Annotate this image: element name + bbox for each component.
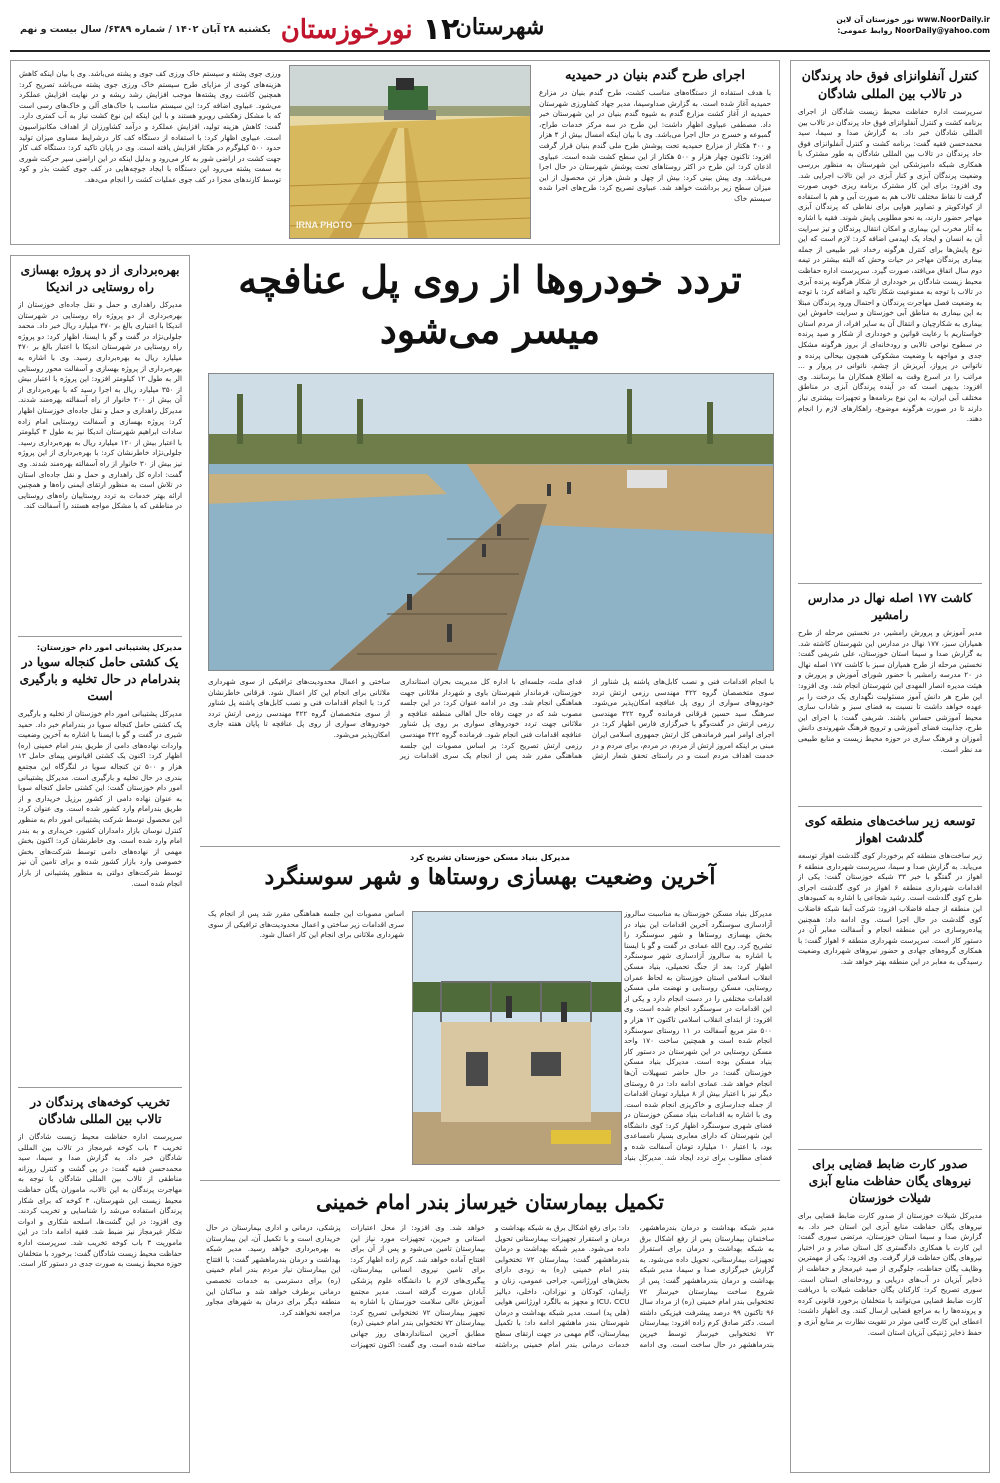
issue-date: یکشنبه ۲۸ آبان ۱۴۰۲ / شماره ۶۳۸۹/ سال بیست و نهم <box>20 24 271 35</box>
newspaper-logo: نورخوزستان <box>280 14 413 45</box>
bridge-image <box>208 374 773 671</box>
road-article-body: مدیرکل راهداری و حمل و نقل جاده‌ای خوزستان از بهره‌برداری از دو پروژه راه روستایی در شهرستان اندیکا با اعتباری بالغ بر ۴۷۰ میلیارد ریال خبر داد. محمد جلولی‌نژاد در گفت و گو با ایسنا، اظهار کرد: دو پروژه راه روستایی در شهرستان اندیکا با اعتبار بالغ بر ۴۷۰ میلیارد ریال به بهره‌برداری رسید. وی با اشاره به بهره‌برداری از پروژه بهسازی و آسفالت محور روستایی الر به طول ۱۲ کیلومتر افزود: این پروژه با اعتبار بیش از ۳۵۰ میلیارد ریال به اجرا رسید که با بهره‌برداری از آن بیش از ۲۰۰ خانوار از راه آسفالته بهره‌مند شدند. مدیرکل راهداری و حمل و نقل جاده‌ای خوزستان اظهار کرد: پروژه بهسازی و آسفالت روستایی امام زاده سادات ابراهیم شهرستان اندیکا نیز به طول ۳ کیلومتر با اعتبار بیش از ۱۲۰ میلیارد ریال به بهره‌برداری رسید. جلولی‌نژاد خاطرنشان کرد: با بهره‌برداری از این پروژه نیز بیش از ۳۰ خانوار از راه آسفالته بهره‌مند شدند. وی گفت: اداره کل راهداری و حمل و نقل جاده‌ای استان در تلاش است به منظور ارتقای ایمنی راه‌ها و همچنین ارائه بهتر خدمات به تردد روستاییان راه‌های روستایی در مناطقی که با مشکل مواجه هستند را آسفالت کند. <box>18 300 182 511</box>
bridge-article-body: با انجام اقدامات فنی و نصب کابل‌های پاشنه پل شناور از سوی متخصصان گروه ۴۲۲ مهندسی رزمی ارتش تردد خودروهای سواری از روی پل عنافچه امکان‌پذیر می‌شود. سرهنگ سید حسین قرقانی فرمانده گروه ۴۲۲ مهندسی رزمی ارتش در گفت‌وگو با خبرگزاری فارس اظهار کرد: در اجرای اوامر امیر فرماندهی کل ارتش جمهوری اسلامی ایران مبنی بر اینکه امروز ارتش از مردم، در مردم، برای مردم و در خدمت اهداف مردم است و در راستای تحقق شعار ارتش فدای ملت، جلسه‌ای با اداره کل مدیریت بحران استانداری خوزستان، فرماندار شهرستان باوی و شهردار ملاثانی جهت هماهنگی انجام شد. وی در ادامه عنوان کرد: در این جلسه مصوب شد که در جهت رفاه حال اهالی منطقه عنافچه و ملاثانی جهت تردد خودروهای سواری بر روی پل شناور عنافچه اقدامات فنی انجام شود. فرمانده گروه ۴۲۲ مهندسی رزمی ارتش تصریح کرد: بر اساس مصوبات این جلسه هماهنگی مقرر شد پس از انجام یک سری اقدامات زیر ساختی و اعمال محدودیت‌های ترافیکی از سوی شهرداری ملاثانی برای انجام این کار اعمال شود. قرقانی خاطرنشان کرد: با انجام اقدامات فنی و نصب کابل‌های پاشنه پل شناور از سوی متخصصان گروه ۴۲۲ مهندسی رزمی ارتش تردد خودروهای سواری از روی پل عنافچه تا پایان هفته جاری امکان‌پذیر می‌شود. <box>208 677 774 761</box>
housing-article-kicker: مدیرکل بنیاد مسکن خوزستان تشریح کرد <box>410 853 570 862</box>
divider <box>18 1087 182 1088</box>
kokheh-article-title: تخریب کوخه‌های پرندگان در تالاب بین المللی شادگان <box>30 1095 170 1126</box>
wheat-field-photo <box>289 65 531 239</box>
bridge-article-text <box>208 677 774 827</box>
wheat-article-body-continued: ورزی جوی پشته و سیستم خاک ورزی کف جوی و پشته می‌باشد. وی با بیان اینکه کاهش هزینه‌های کودی از مزایای طرح سیستم خاک ورزی جوی پشته می‌باشد تصریح کرد: همچنین کاشت روی پشته‌ها موجب افزایش رشد ریشه و در نهایت افزایش عملکرد می‌شود. عبیاوی اضافه کرد: این سیستم مناسب با خاک‌های آلی و خاک‌های رسی است که با مشکل زهکشی روبرو هستند و با این اینکه این نوع کشت نیاز به آب کمتری دارد. گفت: کاهش هزینه تولید، افزایش عملکرد و درآمد کشاورزان از اهداف مکانیزاسیون است. عبیاوی اظهار کرد: با استفاده از دستگاه کف کار درشرایط مساوی میزان تولید حدود ۵۰۰ کیلوگرم در هکتار افزایش یافته است. وی در پایان تاکید کرد: دستگاه کف کار جهت کشت در اراضی شور به کار می‌رود و بدلیل اینکه در این اراضی سیر حرکت شوری به سمت پشته می‌رود این دستگاه با ایجاد جوچه‌هایی در کف جوی کشت بذر و کود توسط کارندهای مجزا در کف جوی عملیات کشت را انجام می‌دهد. <box>19 69 281 184</box>
left-column <box>10 255 190 1473</box>
photo-watermark: IRNA PHOTO <box>296 220 353 230</box>
rural-house-photo <box>412 911 622 1165</box>
road-article-title: بهره‌برداری از دو پروژه بهسازی راه روستایی در اندیکا <box>20 263 180 294</box>
divider <box>798 583 982 584</box>
soy-article-kicker: مدیرکل پشتیبانی امور دام خوزستان: <box>36 643 182 652</box>
hospital-article-body: مدیر شبکه بهداشت و درمان بندرماهشهر، ساختمان بیمارستان پس از رفع اشکال برق به شبکه بهداشت و درمان برای استقرار تجهیزات بیمارستانی، تحویل داده می‌شود. به گزارش خبرگزاری صدا و سیما، مدیر شبکه بهداشت و درمان بندرماهشهر گفت: پس از شروع ساخت بیمارستان خیرساز ۷۲ تختخوابی بندر امام خمینی (ره) از مرداد سال ۹۶ تاکنون ۹۹ درصد پیشرفت فیزیکی داشته است. دکتر صادق کرم زاده افزود: بیمارستان ۷۲ تختخوابی خیرساز توسط خیرین بندرماهشهر در حال ساخت است. وی ادامه داد: برای رفع اشکال برق به شبکه بهداشت و درمان و استقرار تجهیزات بیمارستانی تحویل داده می‌شود. مدیر شبکه بهداشت و درمان بندرماهشهر گفت: بیمارستان ۷۲ تختخوابی بندر امام خمینی (ره) به زودی دارای بخش‌های اورژانس، جراحی عمومی، زنان و زایمان، کودکان و نوزادان، داخلی، دیالیز ICU، CCU و مجهز به بالگرد اورژانس هوایی (هلی پد) است. مدیر شبکه بهداشت و درمان شهرستان بندر ماهشهر ادامه داد: با تکمیل بیمارستان، گام مهمی در جهت ارتقای سطح خدمات درمانی بندر امام خمینی برداشته خواهد شد. وی افزود: از محل اعتبارات استانی و خیرین، تجهیزات مورد نیاز این بیمارستان تامین می‌شود و پس از آن برای افتتاح آماده خواهد شد. کرم زاده اظهار کرد: برای تامین نیروی انسانی بیمارستان، پیگیری‌های لازم با دانشگاه علوم پزشکی آبادان صورت گرفته است. مدیر مجتمع آموزش عالی سلامت خوزستان با اشاره به تجهیز بیمارستان ۷۲ تختخوابی تصریح کرد: بیمارستان ۷۲ تختخوابی بندر امام خمینی (ره) مطابق آخرین استانداردهای روز جهانی ساخته شده است. وی گفت: اکنون تجهیزات پزشکی، درمانی و اداری بیمارستان در حال خریداری است و با تکمیل آن، این بیمارستان به بهره‌برداری خواهد رسید. مدیر شبکه بهداشت و درمان بندرماهشهر گفت: با افتتاح این بیمارستان نیاز مردم بندر امام خمینی (ره) برای دسترسی به خدمات تخصصی درمانی برطرف خواهد شد و ساکنان این منطقه دیگر برای درمان به شهرهای مجاور مراجعه نخواهند کرد. <box>206 1223 774 1349</box>
divider <box>798 806 982 807</box>
construction-image <box>412 912 621 1165</box>
saplings-article-body: مدیر آموزش و پرورش رامشیر، در نخستین مرحله از طرح همیاران سبز، ۱۷۷ نهال در مدارس این شهرستان کاشته شد. به گزارش صدا و سیما استان خوزستان، علی شریفی گفت: نخستین مرحله از طرح همیاران سبز با کاشت ۱۷۷ اصله نهال در ۲۰ مدرسه رامشیر با حضور شورای آموزش و پرورش و هیئت مدیره انصار المهدی این شهرستان انجام شد. وی افزود: این طرح هر دانش آموز مسئولیت نگهداری یک درخت را بر عهده خواهد داشت تا نسبت به فضای سبز و شاداب سازی محیط آموزشی حساس باشند. شریفی گفت: با اجرای این طرح، جذابیت فضای آموزشی و ترویج فرهنگ شهروندی دانش آموزان و فرهنگ سازی در حوزه محیط زیست و منابع طبیعی مد نظر است. <box>798 628 982 754</box>
golddasht-article-body: زیر ساخت‌های منطقه کم برخوردار کوی گلدشت اهواز توسعه می‌یابد. به گزارش صدا و سیما، سرپرست شهرداری منطقه ۶ اهواز در گفتگو با خبر ۳۳ شبکه خوزستان گفت: یکی از اقدامات شهرداری منطقه ۶ اهواز در کوی گلدشت اجرای طرح کوی گلدشت است. رشید شجاعی با اشاره به کمبودهای این منطقه از جمله فاضلاب افزود: شرکت آبفا شبکه فاضلاب کوی گلدشت در حال اجرا است. وی ادامه داد: همچنین پیاده‌روسازی در این منطقه انجام و آسفالت معابر آن در دستور کار است. سرپرست شهرداری منطقه ۶ اهواز گفت: با همکاری گروه‌های جهادی و حضور نیروهای شهرداری وضعیت رسیدگی به معابر در این منطقه بهتر خواهد شد. <box>798 851 982 966</box>
housing-article-title: آخرین وضعیت بهسازی روستاها و شهر سوسنگرد <box>264 864 716 890</box>
wheat-article <box>10 60 780 245</box>
housing-article-body-b: اساس مصوبات این جلسه هماهنگی مقرر شد پس از انجام یک سری اقدامات زیر ساختی و اعمال محدودیت‌های ترافیکی از سوی شهرداری ملاثانی برای انجام این کار اعمال شود. <box>208 909 404 940</box>
saplings-article-title: کاشت ۱۷۷ اصله نهال در مدارس رامشیر <box>807 591 973 622</box>
pontoon-bridge-photo <box>208 373 774 671</box>
divider <box>18 636 182 637</box>
housing-article <box>200 846 780 1171</box>
falcon-article-title: کنترل آنفلوانزای فوق حاد پرندگان در تالاب بین المللی شادگان <box>801 68 979 101</box>
right-column <box>790 60 990 1473</box>
wheat-article-title: اجرای طرح گندم بنیان در حمیدیه <box>564 68 746 83</box>
housing-article-body: مدیرکل بنیاد مسکن خوزستان به مناسبت سالروز آزادسازی سوسنگرد آخرین اقدامات این بنیاد در بخش بهسازی روستاها و شهر سوسنگرد را تشریح کرد. روح الله عمادی در گفت و گو با ایسنا با اشاره به سالروز آزادسازی شهر سوسنگرد اظهار کرد: بعد از جنگ تحمیلی، بنیاد مسکن انقلاب اسلامی استان خوزستان به لحاظ عمران روستایی، مسکن روستایی و نهضت ملی مسکن اقدامات مختلفی را در دست انجام دارد و یکی از این اقدامات در سوسنگرد انجام شده است. وی افزود: از ابتدای انقلاب اسلامی تاکنون ۱۲ هزار و ۵۰۰ متر مربع آسفالت در ۱۱ روستای سوسنگرد انجام شده است و همچنین ساخت ۱۷۰ واحد مسکن روستایی در این شهرستان در دستور کار بنیاد مسکن بوده است. مدیرکل بنیاد مسکن خوزستان گفت: در حال حاضر تسهیلات آن‌ها انجام خواهد شد. عمادی ادامه داد: در ۵ روستای دیگر نیز با اعتبار بیش از ۸ میلیارد تومان اقدامات از جمله جدارسازی و خاکریزی انجام شده است. وی با اشاره به اقدامات بنیاد مسکن خوزستان در فضای شهری سوسنگرد اظهار کرد: کوی دانشگاه این شهرستان که دارای معابری بسیار نامساعدی بود، با اعتبار ۱۰ میلیارد تومان آسفالت شده و فضای مطلوب برای تردد ایجاد شد. مدیرکل بنیاد <box>624 909 772 1162</box>
fisheries-article-title: صدور کارت ضابط قضایی برای نیروهای یگان حفاظت منابع آبزی شیلات خوزستان <box>808 1157 972 1205</box>
section-title: شهرستان <box>455 14 545 40</box>
fisheries-article-body: مدیرکل شیلات خوزستان از صدور کارت ضابط قضایی برای نیروهای یگان حفاظت منابع آبزی این استان خبر داد. به گزارش صدا و سیما استان خوزستان، مرتضی سوری گفت: این کارت با همکاری دادگستری کل استان صادر و در اختیار نیروهای یگان حفاظت قرار گرفت. وی افزود: یکی از مهمترین وظایف یگان حفاظت، جلوگیری از صید غیرمجاز و حفاظت از ذخایر آبزیان در آب‌های دریایی و رودخانه‌ای استان است. سوری تصریح کرد: کارکنان یگان حفاظت شیلات با دریافت کارت ضابط قضایی می‌توانند با متخلفان برخورد قانونی کرده و پرونده‌ها را به مراجع قضایی ارسال کنند. وی اظهار داشت: اعطای این کارت گامی موثر در تقویت نظارت بر منابع آبزی و حفظ ذخایر ژنتیکی آبزیان استان است. <box>798 1211 982 1337</box>
soy-article-body: مدیرکل پشتیبانی امور دام خوزستان از تخلیه و بارگیری یک کشتی حامل کنجاله سویا در بندرامام خبر داد. حمید شیری در گفت و گو با ایسنا با اشاره به آخرین وضعیت واردات نهاده‌های دامی از طریق بندر امام خمینی (ره) اظهار کرد: اکنون یک کشتی اقیانوس پیمای حامل ۱۳ هزار و ۵۰۰ تن کنجاله سویا در لنگرگاه این مجتمع بندری در حال تخلیه و بارگیری است. مدیرکل پشتیبانی امور دام خوزستان گفت: این کشتی حامل کنجاله سویا به عنوان نهاده دامی از کشور برزیل خریداری و از طریق بندرامام وارد کشور شده است. وی عنوان کرد: این محصول توسط شرکت پشتیبانی امور دام به منظور کنترل نوسان بازار دامداران کشور، خریداری و به بندر امام وارد شده است. وی خاطرنشان کرد: اکنون بخش مهمی از نهاده‌های دامی توسط شرکت‌های بخش خصوصی وارد بازار کشور شده و برای تامین آن نیز توسط شرکت‌های دولتی به منظور پشتیبانی از بازار انجام شده است. <box>18 709 182 888</box>
hospital-article-title: تکمیل بیمارستان خیرساز بندر امام خمینی <box>316 1190 664 1214</box>
bridge-article <box>200 255 780 835</box>
kokheh-article-body: سرپرست اداره حفاظت محیط زیست شادگان از تخریب ۳ باب کوخه غیرمجاز در تالاب بین المللی شادگان خبر داد. به گزارش صدا و سیما، سید محمدحسن فقیه گفت: در پی گشت و کنترل روزانه مناطقی از تالاب بین المللی شادگان با توجه به مهاجرت پرندگان به این تالاب، ماموران یگان حفاظت محیط زیست این شهرستان، ۳ کوخه که برای شکار پرندگان استفاده می‌شد را شناسایی و تخریب کردند. وی افزود: در این گشت‌ها، اسلحه شکاری و ادوات شکار غیرمجاز نیز ضبط شد. فقیه ادامه داد: در این ماموریت ۳ باب کوخه تخریب شد. سرپرست اداره حفاظت محیط زیست شادگان گفت: برخورد با متخلفان حوزه محیط زیست به صورت جدی در دستور کار است. <box>18 1132 182 1269</box>
wheat-article-body: با هدف استفاده از دستگاه‌های مناسب کشت، طرح گندم بنیان در مزارع حمیدیه آغاز شده است. به گزارش صداوسیما، مدیر جهاد کشاورزی شهرستان حمیدیه از آغاز کشت مزارع گندم به شیوه گندم بنیان در این شهرستان خبر داد. مصطفی عبیاوی اظهار داشت: این طرح در سه مرکز خدمات طراح، گمبوعه و خسرج در حال اجرا می‌باشد. وی با بیان اینکه امسال بیش از ۴ هزار و ۴۰۰ هکتار از مزارع حمیدیه تحت پوشش طرح ملی گندم بنیان قرار گرفت افزود: تاکنون چهار هزار و ۵۰۰ هکتار از این سطح کشت شده است. عبیاوی اذعان کرد: این طرح در اکثر روستاهای تحت پوشش شهرستان در حال اجرا می‌باشد. وی پیش بینی کرد: بیش از چهل و شش هزار تن محصول از این میزان سطح زیر برداشت خواهد شد. عبیاوی تصریح کرد: طرح‌های اجرا شده سیستم خاک <box>539 88 771 203</box>
bridge-headline-line2: میسر می‌شود <box>379 307 601 352</box>
page-number: ۱۲ <box>422 12 460 47</box>
golddasht-article-title: توسعه زیر ساخت‌های منطقه کوی گلدشت اهواز <box>804 814 976 845</box>
falcon-article-body: سرپرست اداره حفاظت محیط زیست شادگان از اجرای برنامه کشت و کنترل آنفلوانزای فوق حاد پرندگان در تالاب بین المللی شادگان خبر داد. به گزارش صدا و سیما، سید محمدحسن فقیه گفت: برنامه کشت و کنترل آنفلوانزای فوق حاد پرندگان در تالاب بین المللی شادگان به طور مشترک با همکاری شبکه دامپزشکی این شهرستان به منظور بررسی وضعیت پرندگان آبزی و کنار آبزی در این تالاب اجرایی شد. وی افزود: برای این کار مشترک برنامه ریزی خوبی صورت گرفت تا نقاط مختلف تالاب هم به صورت آبی و هم با استفاده از کوادکوپتر و تصاویر هوایی برای نقاطی که پرندگان آبزی مهاجر حضور دارند، به نحو مطلوبی پایش شوند. فقیه با اشاره به آثار مخرب این بیماری و امکان انتقال پرندگان و تیز سرایت آن به انسان و ایجاد یک اپیدمی اضافه کرد: لازم است که این نوع پایش‌ها برای کنترل هرگونه رخداد غیر طبیعی از جمله بیماری پرندگان مهاجر در حیات وحش که البته بیشتر در تیمه دوم سال اتفاق می‌افتد، صورت گیرد. سرپرست اداره حفاظت محیط زیست شادگان بر خودداری از شکار هرگونه پرنده آبزی در تالاب با توجه به ممنوعیت شکار تاکید و اضافه کرد: با توجه به وضعیت فصل مهاجرت پرندگان و احتمال ورود پرندگان مبتلا به این بیماری به مناطق آبی خوزستان و سرایت خاموش این بیماری به شکارچیان و انتقال آن به سایر افراد، از مردم استان خواستاریم با رعایت قوانین و خودداری از شکار و صید پرنده در سطوح نواحی تالابی و رودخانه‌ای از بروز هرگونه مشکل جدی و مواجهه با وضعیت مشکوکی همچون بیحالی پرنده و ناتوانی در پرواز، آبریزش از چشم، ناتوانی در پرواز و ... مراتب را در اسرع وقت به اطلاع همکاران ما برسانند. وی افزود: بدیهی است که در آینده پرندگان آبزی در مناطق مختلف آبی ایران، به این نوع برنامه‌ها و تجهیزات بیشتری نیاز دارند تا در صورت هرگونه موضوع، راهکارهای لازم را انجام دهند. <box>798 107 982 424</box>
divider <box>798 1149 982 1150</box>
wheat-harvest-image <box>289 66 530 239</box>
email-link[interactable]: NoorDaily@yahoo.com روابط عمومی: <box>837 26 990 35</box>
website-link[interactable]: www.NoorDaily.ir نور خوزستان آن لاین <box>836 15 990 24</box>
contact-info <box>800 14 990 36</box>
soy-article-title: یک کشتی حامل کنجاله سویا در بندرامام در حال تخلیه و بارگیری است <box>19 655 181 703</box>
masthead <box>10 8 990 52</box>
bridge-headline-line1: تردد خودروها از روی پل عنافچه <box>238 257 742 302</box>
hospital-article <box>200 1180 780 1473</box>
